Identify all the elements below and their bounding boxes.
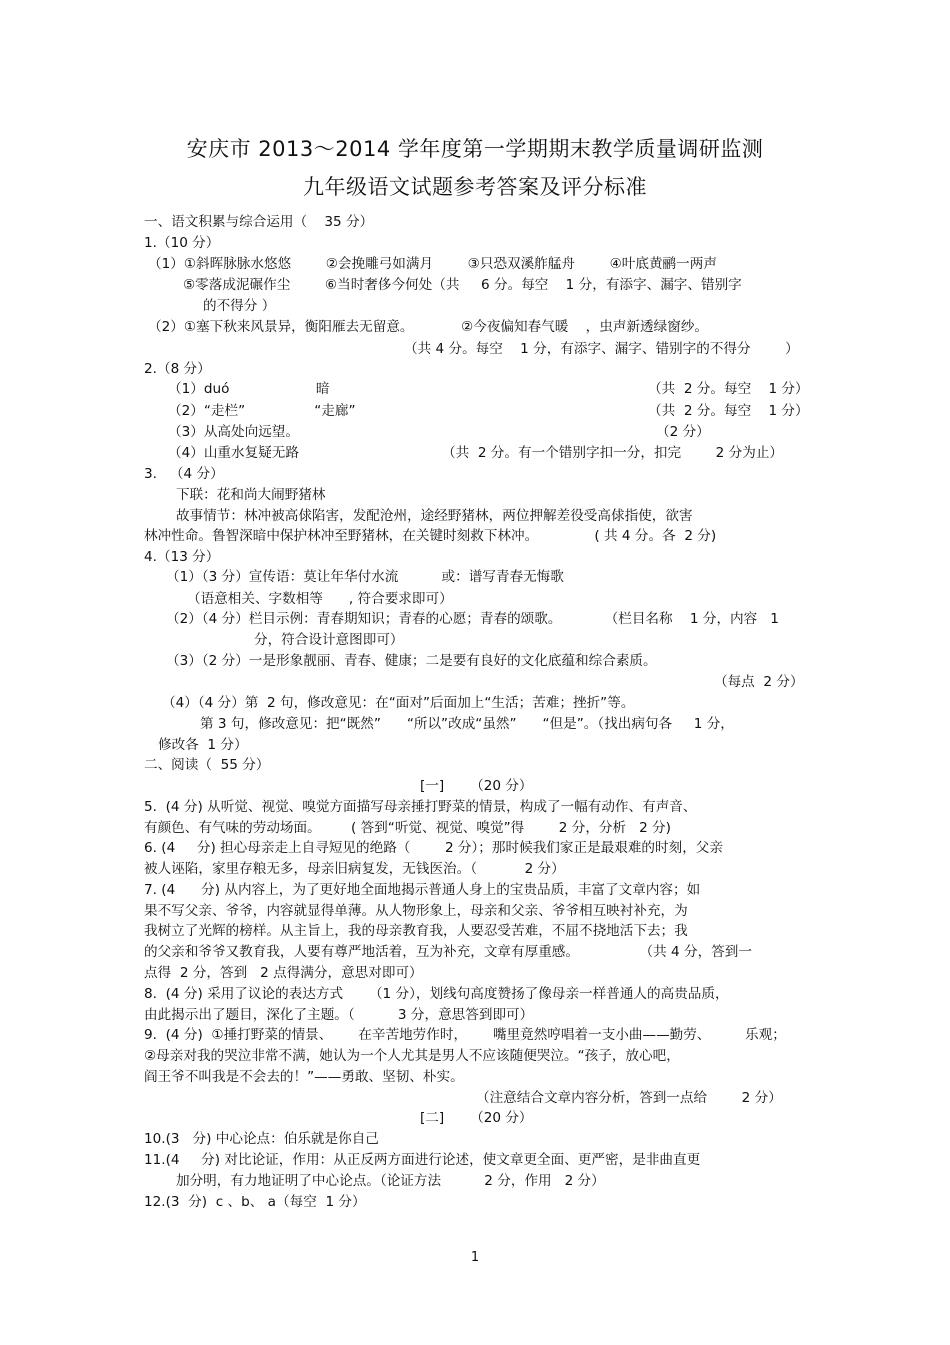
q9-answer-line: 9. (4 分) ①捶打野菜的情景、 在辛苦地劳作时， 嘴里竟然哼唱着一支小曲——勤劳、 乐观； xyxy=(144,1027,786,1043)
q1-score-note: （共 4 分。每空 1 分，有添字、漏字、错别字的不得分 ） xyxy=(404,341,799,357)
q9-score-note: （注意结合文章内容分析，答到一点给 2 分） xyxy=(476,1090,782,1106)
q5-answer-line: 5. (4 分) 从听觉、视觉、嗅觉方面描写母亲捶打野菜的情景，构成了一幅有动作、有声音、 xyxy=(144,799,697,815)
q2-answer-line: （2）“走栏” “走廊” xyxy=(168,403,356,419)
q7-answer-line: 点得 2 分，答到 2 点得满分，意思对即可） xyxy=(144,965,423,981)
q12-answer-line: 12.(3 分) c 、b、 a（每空 1 分） xyxy=(144,1194,366,1210)
q4-heading: 4.（13 分） xyxy=(144,549,220,565)
q4-answer-line: （4）（4 分）第 2 句，修改意见：在“面对”后面加上“生活；苦难；挫折”等。 xyxy=(162,695,635,711)
q4-answer-line: 修改各 1 分） xyxy=(158,737,248,753)
q2-answer-line: （3）从高处向远望。 xyxy=(168,424,299,440)
q2-answer-line: （4）山重水复疑无路 xyxy=(168,445,299,461)
q4-answer-line: 第 3 句，修改意见：把“既然” “所以”改成“虽然” “但是”。（找出病句各 1 分， xyxy=(200,716,734,732)
q3-answer-line: 下联：花和尚大闹野猪林 xyxy=(176,487,326,503)
q9-answer-line: ②母亲对我的哭泣非常不满，她认为一个人尤其是男人不应该随便哭泣。“孩子，放心吧， xyxy=(144,1048,680,1064)
q3-answer-line: 林冲性命。鲁智深暗中保护林冲至野猪林，在关键时刻救下林冲。 ( 共 4 分。各 2 分) xyxy=(144,528,717,544)
document-title: 安庆市 2013～2014 学年度第一学期期末教学质量调研监测 xyxy=(186,137,764,161)
q5-answer-line: 有颜色、有气味的劳动场面。 ( 答到“听觉、视觉、嗅觉”得 2 分，分析 2 分) xyxy=(144,820,671,836)
q4-answer-line: （3）（2 分）一是形象靓丽、青春、健康；二是要有良好的文化底蕴和综合素质。 xyxy=(166,653,657,669)
q10-answer-line: 10.(3 分) 中心论点：伯乐就是你自己 xyxy=(144,1131,379,1147)
q7-answer-line: 果不写父亲、爷爷，内容就显得单薄。从人物形象上，母亲和父亲、爷爷相互映衬补充，为 xyxy=(144,903,688,919)
q2-heading: 2.（8 分） xyxy=(144,361,211,377)
q1-answer-line: 的不得分 ） xyxy=(203,298,276,314)
q6-answer-line: 被人诬陷，家里存粮无多，母亲旧病复发，无钱医治。（ 2 分） xyxy=(144,861,565,877)
q1-answer-line: （2）①塞下秋来风景异，衡阳雁去无留意。 ②今夜偏知春气暖 ，虫声新透绿窗纱。 xyxy=(148,319,709,335)
q7-answer-line: 7. (4 分) 从内容上，为了更好地全面地揭示普通人身上的宝贵品质，丰富了文章内容；如 xyxy=(144,882,701,898)
q8-answer-line: 8. (4 分) 采用了议论的表达方式 （1 分），划线句高度赞扬了像母亲一样普通人的高贵品质， xyxy=(144,986,729,1002)
q9-answer-line: 阎王爷不叫我是不会去的！”——勇敢、坚韧、朴实。 xyxy=(144,1069,464,1085)
q2-score-note: （共 2 分。每空 1 分） xyxy=(648,403,809,419)
q4-answer-line: （1）（3 分）宣传语：莫让年华付水流 或：谱写青春无悔歌 xyxy=(166,569,564,585)
q6-answer-line: 6. (4 分) 担心母亲走上自寻短见的绝路（ 2 分）；那时候我们家正是最艰难的时刻，父亲 xyxy=(144,840,723,856)
q1-heading: 1.（10 分） xyxy=(144,235,220,251)
q2-score-note: （2 分） xyxy=(656,424,710,440)
passage-1-heading: [一] （20 分） xyxy=(420,778,533,794)
q4-answer-line: （语意相关、字数相等 , 符合要求即可） xyxy=(187,591,453,607)
section-1-heading: 一、语文积累与综合运用（ 35 分） xyxy=(144,214,374,230)
q7-answer-line: 的父亲和爷爷又教育我，人要有尊严地活着，互为补充，文章有厚重感。 （共 4 分，答到一 xyxy=(144,944,752,960)
q7-answer-line: 我树立了光辉的榜样。从主旨上，我的母亲教育我，人要忍受苦难，不屈不挠地活下去；我 xyxy=(144,923,688,939)
section-2-heading: 二、阅读（ 55 分） xyxy=(144,757,270,773)
q4-score-note: （每点 2 分） xyxy=(714,674,804,690)
q3-heading: 3. （4 分） xyxy=(144,466,224,482)
q2-answer-line: （1）duó 暗 xyxy=(168,381,330,397)
q1-answer-line: （1）①斜晖脉脉水悠悠 ②会挽雕弓如满月 ③只恐双溪舴艋舟 ④叶底黄鹂一两声 xyxy=(148,256,717,272)
q3-answer-line: 故事情节：林冲被高俅陷害，发配沧州，途经野猪林，两位押解差役受高俅指使，欲害 xyxy=(176,508,693,524)
q8-answer-line: 由此揭示出了题目，深化了主题。（ 3 分，意思答到即可） xyxy=(144,1007,534,1023)
q2-score-note: （共 2 分。每空 1 分） xyxy=(648,381,809,397)
q2-score-note: （共 2 分。有一个错别字扣一分，扣完 2 分为止） xyxy=(442,445,784,461)
q4-answer-line: （2）（4 分）栏目示例：青春期知识；青春的心愿；青春的颂歌。 （栏目名称 1 分，内容 1 xyxy=(166,611,779,627)
q11-answer-line: 11.(4 分) 对比论证，作用：从正反两方面进行论述，使文章更全面、更严密，是非曲直更 xyxy=(144,1152,701,1168)
page-number: 1 xyxy=(470,1250,480,1265)
q4-answer-line: 分，符合设计意图即可） xyxy=(254,632,404,648)
q11-answer-line: 加分明，有力地证明了中心论点。（论证方法 2 分，作用 2 分） xyxy=(176,1173,605,1189)
passage-2-heading: [二] （20 分） xyxy=(420,1110,533,1126)
q1-answer-line: ⑤零落成泥碾作尘 ⑥当时奢侈今何处（共 6 分。每空 1 分，有添字、漏字、错别字 xyxy=(183,277,742,293)
document-subtitle: 九年级语文试题参考答案及评分标准 xyxy=(303,175,647,199)
